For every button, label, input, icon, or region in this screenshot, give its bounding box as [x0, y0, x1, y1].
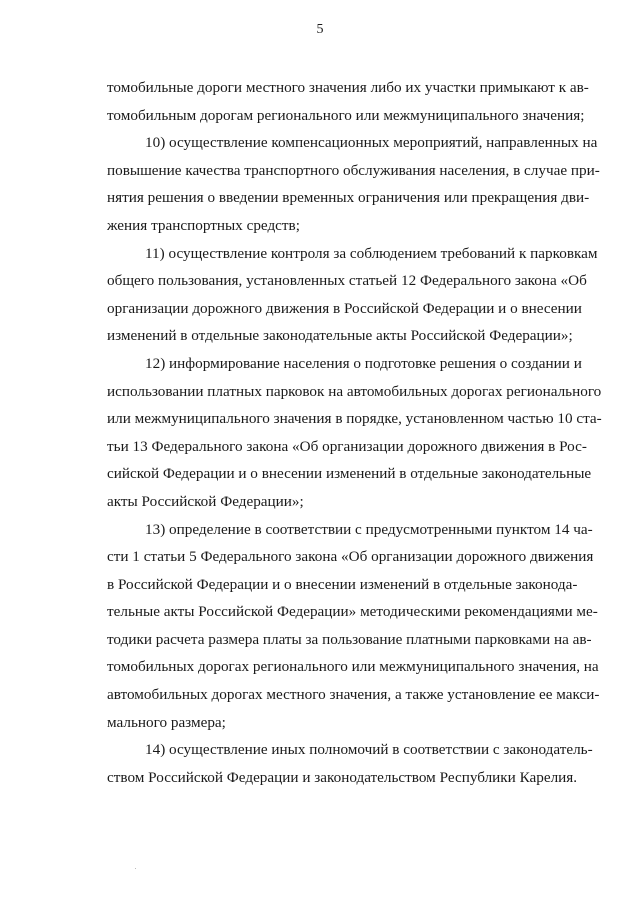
- text-line: ством Российской Федерации и законодательством Республики Карелия.: [107, 768, 578, 786]
- text-line: сийской Федерации и о внесении изменений в отдельные законодательные: [107, 465, 592, 483]
- text-line: сти 1 статьи 5 Федерального закона «Об организации дорожного движения: [107, 548, 594, 566]
- text-line: использовании платных парковок на автомобильных дорогах регионального: [107, 382, 602, 400]
- text-line: тельные акты Российской Федерации» методическими рекомендациями ме-: [107, 603, 598, 621]
- text-line: 10) осуществление компенсационных мероприятий, направленных на: [145, 134, 598, 152]
- text-line: томобильные дороги местного значения либо их участки примыкают к ав-: [107, 79, 589, 96]
- text-line: тодики расчета размера платы за пользование платными парковками на ав-: [107, 630, 592, 648]
- text-line: 14) осуществление иных полномочий в соответствии с законодатель-: [145, 741, 593, 759]
- text-line: автомобильных дорогах местного значения, а также установление ее макси-: [107, 686, 600, 704]
- text-line: тьи 13 Федерального закона «Об организации дорожного движения в Рос-: [107, 437, 587, 455]
- paragraph-item-11: [107, 240, 598, 350]
- scan-speck: [135, 868, 136, 869]
- text-line: акты Российской Федерации»;: [107, 492, 304, 510]
- text-line: или межмуниципального значения в порядке, установленном частью 10 ста-: [107, 410, 602, 428]
- text-line: 12) информирование населения о подготовке решения о создании и: [145, 354, 582, 372]
- paragraph-item-13: [107, 516, 600, 737]
- text-line: нятия решения о введении временных ограничения или прекращения дви-: [107, 189, 590, 207]
- text-line: изменений в отдельные законодательные акты Российской Федерации»;: [107, 327, 573, 345]
- paragraph-item-10: [107, 129, 600, 239]
- text-line: мального размера;: [107, 713, 226, 731]
- paragraph-item-14: [107, 736, 593, 791]
- text-line: 13) определение в соответствии с предусмотренными пунктом 14 ча-: [145, 520, 593, 538]
- text-line: томобильных дорогах регионального или межмуниципального значения, на: [107, 658, 599, 676]
- paragraph-continuation: [107, 74, 589, 129]
- text-line: общего пользования, установленных статьей 12 Федерального закона «Об: [107, 272, 587, 290]
- document-body: [107, 74, 602, 791]
- page-number: 5: [316, 22, 324, 37]
- paragraph-item-12: [107, 350, 602, 516]
- text-line: 11) осуществление контроля за соблюдением требований к парковкам: [145, 244, 598, 262]
- text-line: в Российской Федерации и о внесении изменений в отдельные законода-: [107, 575, 578, 593]
- text-line: организации дорожного движения в Российской Федерации и о внесении: [107, 299, 582, 317]
- text-line: жения транспортных средств;: [107, 216, 300, 234]
- text-line: томобильным дорогам регионального или межмуниципального значения;: [107, 106, 585, 124]
- text-line: повышение качества транспортного обслуживания населения, в случае при-: [107, 161, 600, 179]
